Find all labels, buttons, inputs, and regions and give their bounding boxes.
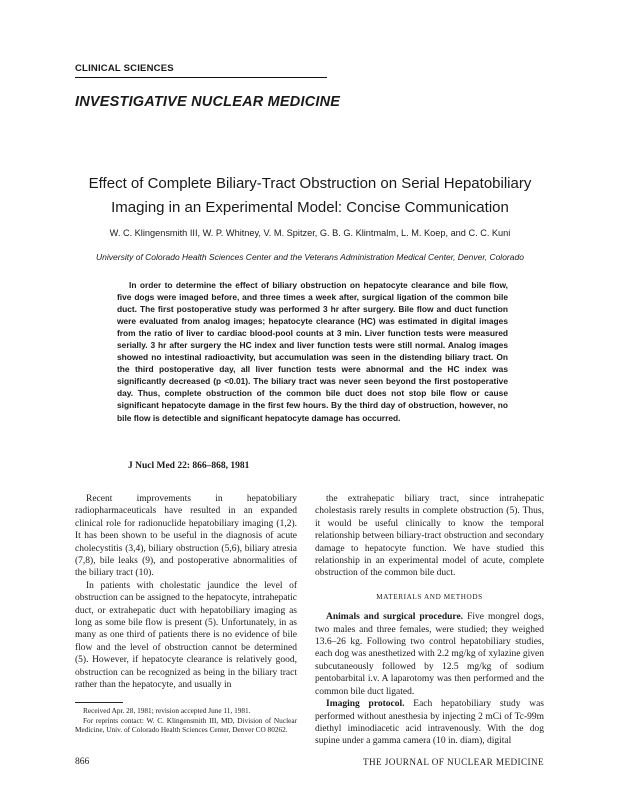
citation: J Nucl Med 22: 866–868, 1981 (128, 461, 250, 471)
author-list: W. C. Klingensmith III, W. P. Whitney, V. M. Spitzer, G. B. G. Klintmalm, L. M. Koep, and C. C. Kuni (109, 228, 511, 238)
article-title: Effect of Complete Biliary-Tract Obstruction on Serial Hepatobiliary Imaging in an Experimental Model: Concise Communication (88, 175, 532, 216)
footnotes (75, 702, 297, 735)
methods-heading: MATERIALS AND METHODS (376, 592, 483, 601)
abstract: In order to determine the effect of biliary obstruction on hepatocyte clearance and bile flow, five dogs were imaged before, and three times a week after, surgical ligation of the common bile duct. The first postoperative study was performed 3 hr after surgery. Bile flow and duct function were evaluated from analog images; hepatocyte clearance (HC) was estimated in digital images from the ratio of liver to cardiac blood-pool counts at 3 min. Liver function tests were measured serially. 3 hr after surgery the HC index and liver function tests were still normal. Analog images showed no intestinal radioactivity, but accumulation was seen in the distending biliary tract. On the third postoperative day, all liver function tests were abnormal and the HC index was significantly decreased (p <0.01). The biliary tract was never seen beyond the first postoperative day. Thus, complete obstruction of the common bile duct does not stop bile flow or cause significant hepatocyte damage in the first few hours. By the third day of obstruction, however, no bile flow is detectible and significant hepatocyte damage has occurred. (117, 280, 508, 423)
paragraph-text: Five mongrel dogs, two males and three females, were studied; they weighed 13.6–26 kg. Following two control hepatobiliary studies, each dog was anesthetized with 2.2 mg/kg of xylazine given subcutaneously followed by 12.5 mg/kg of sodium pentobarbital i.v. A laparotomy was then performed and the common bile duct ligated. (315, 612, 545, 697)
affiliation: University of Colorado Health Sciences Center and the Veterans Administration Medical Center, Denver, Colorado (96, 252, 524, 262)
body-paragraph: the extrahepatic biliary tract, since intrahepatic cholestasis rarely results in complete obstruction (5). Thus, it would be useful clinically to know the temporal relationship between biliary-tract obstruction and secondary damage to hepatocyte function. We have studied this relationship in an experimental model of acute, complete obstruction of the common bile duct. (315, 494, 544, 579)
paragraph-text: Each hepatobiliary study was performed without anesthesia by injecting 2 mCi of Tc-99m diethyl iminodiacetic acid intravenously. With the dog supine under a gamma camera (10 in. diam), digital (315, 699, 545, 747)
body-paragraph: Recent improvements in hepatobiliary radiopharmaceuticals have resulted in an expanded clinical role for radionuclide hepatobiliary imaging (1,2). It has been shown to be useful in the diagnosis of acute cholecystitis (3,4), biliary obstruction (5,6), biliary atresia (7,8), bile leaks (9), and postoperative abnormalities of the biliary tract (10). (75, 494, 297, 579)
body-paragraph (315, 698, 544, 748)
footnote-reprints: For reprints contact: W. C. Klingensmith III, MD, Division of Nuclear Medicine, Univ. of Colorado Health Sciences Center, Denver CO 80262. (75, 715, 297, 735)
section-label: CLINICAL SCIENCES (75, 63, 327, 78)
runin-heading: Animals and surgical procedure. (326, 612, 464, 623)
footnote-received: Received Apr. 28, 1981; revision accepted June 11, 1981. (83, 706, 251, 715)
category-heading: INVESTIGATIVE NUCLEAR MEDICINE (75, 94, 341, 110)
body-column-left (75, 493, 297, 692)
body-paragraph (315, 611, 544, 698)
body-paragraph: In patients with cholestatic jaundice the level of obstruction can be assigned to the hepatocyte, intrahepatic duct, or extrahepatic duct with hepatobiliary imaging as long as some bile flow is present (5). Unfortunately, in as many as one third of patients there is no evidence of bile flow and the level of obstruction cannot be determined (5). However, if hepatocyte clearance is relatively good, obstruction can be recognized as being in the biliary tract rather than the hepatocyte, and usually in (75, 580, 297, 691)
journal-name: THE JOURNAL OF NUCLEAR MEDICINE (363, 757, 544, 767)
page-number: 866 (75, 757, 90, 767)
body-column-right (315, 493, 544, 748)
runin-heading: Imaging protocol. (326, 699, 405, 710)
footnote-rule (75, 702, 123, 703)
